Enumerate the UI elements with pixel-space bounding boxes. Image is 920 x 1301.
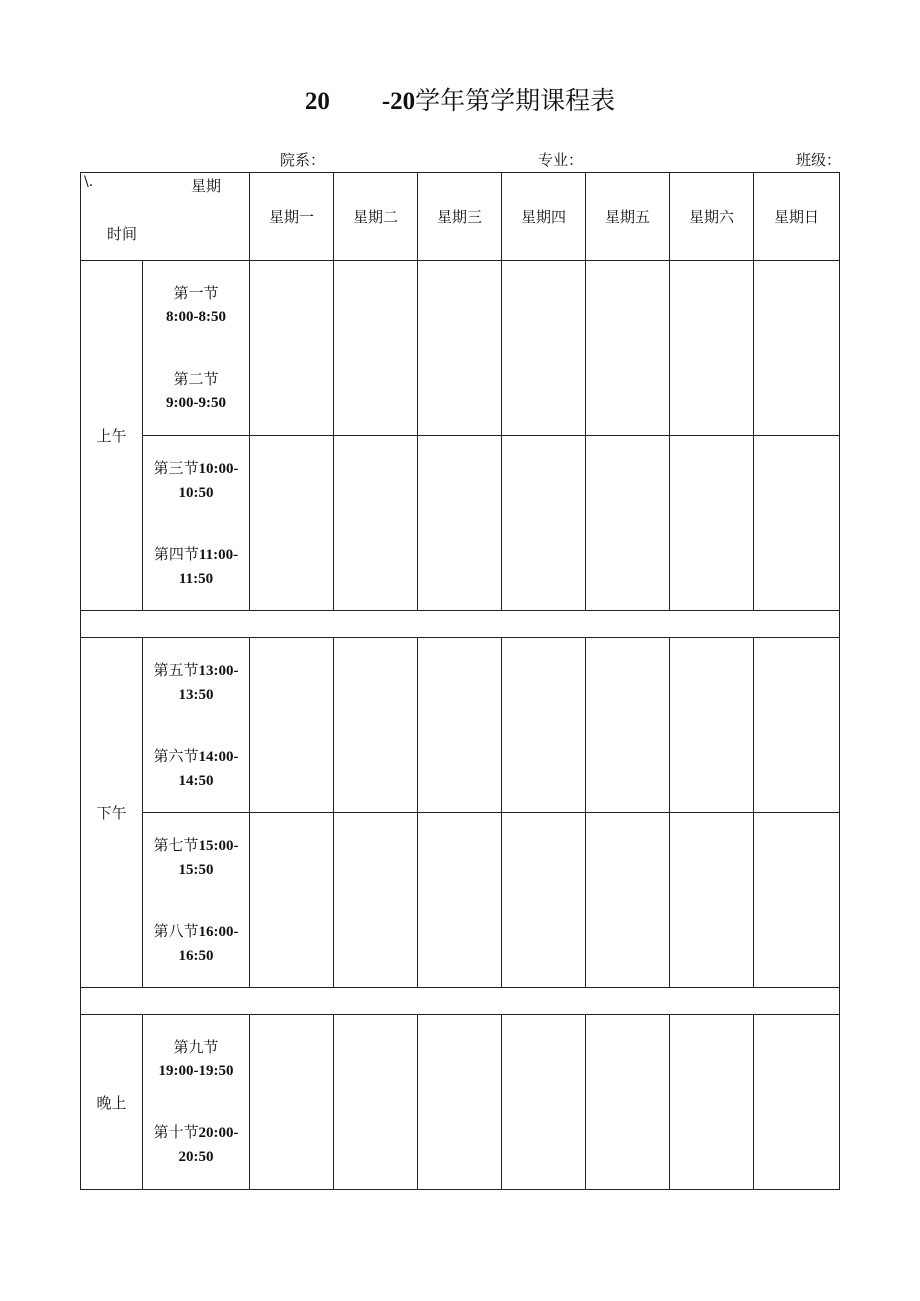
course-cell[interactable] <box>250 1015 334 1190</box>
course-cell[interactable] <box>250 261 334 436</box>
day-header-sat: 星期六 <box>670 173 754 261</box>
course-cell[interactable] <box>502 638 586 813</box>
course-cell[interactable] <box>754 638 840 813</box>
slot-name: 第五节 <box>153 660 199 679</box>
time-axis-label: 时间 <box>107 225 138 243</box>
course-cell[interactable] <box>418 638 502 813</box>
title-year-end: -20 <box>381 88 416 115</box>
diagonal-header-cell <box>81 173 250 261</box>
slot-time: 10:00- <box>198 460 239 477</box>
course-cell[interactable] <box>418 261 502 436</box>
course-cell[interactable] <box>334 638 418 813</box>
diagonal-mark: \. <box>84 174 94 190</box>
slot-time: 15:00- <box>198 837 239 854</box>
course-cell[interactable] <box>586 1015 670 1190</box>
course-cell[interactable] <box>334 261 418 436</box>
slot-cell <box>143 813 250 988</box>
course-cell[interactable] <box>586 638 670 813</box>
table-row <box>81 813 840 988</box>
period-label-morning: 上午 <box>81 261 143 611</box>
course-cell[interactable] <box>502 813 586 988</box>
class-label: 班级： <box>796 151 842 169</box>
course-cell[interactable] <box>670 261 754 436</box>
day-header-fri: 星期五 <box>586 173 670 261</box>
slot-cell <box>143 436 250 611</box>
break-row <box>81 611 840 638</box>
slot-name: 第二节 <box>173 370 219 388</box>
slot-time: 8:00-8:50 <box>166 309 226 325</box>
course-cell[interactable] <box>334 1015 418 1190</box>
title-text: 学年第学期课程表 <box>415 86 616 115</box>
day-header-thu: 星期四 <box>502 173 586 261</box>
slot-name: 第一节 <box>173 284 219 302</box>
course-cell[interactable] <box>754 261 840 436</box>
day-header-sun: 星期日 <box>754 173 840 261</box>
course-cell[interactable] <box>754 436 840 611</box>
department-label: 院系： <box>280 151 326 169</box>
title-year-start: 20 <box>304 88 330 115</box>
slot-time: 13:00- <box>198 662 239 679</box>
course-cell[interactable] <box>502 436 586 611</box>
slot-name: 第六节 <box>153 746 199 765</box>
course-cell[interactable] <box>250 638 334 813</box>
table-row <box>81 638 840 813</box>
course-cell[interactable] <box>418 813 502 988</box>
slot-name: 第七节 <box>153 835 199 854</box>
slot-time-end: 20:50 <box>178 1149 214 1166</box>
table-row <box>81 1015 840 1190</box>
course-cell[interactable] <box>754 813 840 988</box>
table-row <box>81 436 840 611</box>
slot-time-end: 14:50 <box>178 772 214 789</box>
slot-name: 第九节 <box>173 1037 219 1056</box>
slot-cell <box>143 638 250 813</box>
course-cell[interactable] <box>418 436 502 611</box>
course-cell[interactable] <box>670 436 754 611</box>
break-cell <box>81 611 840 638</box>
slot-name: 第八节 <box>153 921 199 940</box>
table-row <box>81 261 840 436</box>
slot-time: 11:00- <box>198 546 239 563</box>
course-cell[interactable] <box>502 1015 586 1190</box>
course-cell[interactable] <box>334 436 418 611</box>
weekday-axis-label: 星期 <box>190 177 221 195</box>
slot-time: 14:00- <box>198 748 239 765</box>
schedule-table <box>80 172 840 1190</box>
day-header-tue: 星期二 <box>334 173 418 261</box>
course-cell[interactable] <box>586 813 670 988</box>
day-header-mon: 星期一 <box>250 173 334 261</box>
slot-time-end: 11:50 <box>178 570 214 587</box>
course-cell[interactable] <box>586 261 670 436</box>
page-title <box>0 84 920 119</box>
slot-time: 19:00-19:50 <box>158 1062 234 1079</box>
course-cell[interactable] <box>334 813 418 988</box>
period-label-evening: 晚上 <box>81 1015 143 1190</box>
slot-name: 第四节 <box>153 544 199 563</box>
slot-time: 16:00- <box>198 923 239 940</box>
slot-time-end: 15:50 <box>178 861 214 878</box>
slot-name: 第十节 <box>153 1123 199 1142</box>
course-cell[interactable] <box>670 1015 754 1190</box>
header-row <box>81 173 840 261</box>
course-cell[interactable] <box>754 1015 840 1190</box>
course-cell[interactable] <box>250 436 334 611</box>
course-cell[interactable] <box>502 261 586 436</box>
slot-time: 20:00- <box>198 1125 239 1142</box>
course-cell[interactable] <box>586 436 670 611</box>
slot-time-end: 10:50 <box>178 484 214 501</box>
break-row <box>81 988 840 1015</box>
slot-time: 9:00-9:50 <box>166 395 226 411</box>
slot-name: 第三节 <box>153 458 199 477</box>
slot-cell <box>143 1015 250 1190</box>
period-label-afternoon: 下午 <box>81 638 143 988</box>
major-label: 专业： <box>538 151 584 169</box>
slot-cell <box>143 261 250 436</box>
course-cell[interactable] <box>670 813 754 988</box>
slot-time-end: 16:50 <box>178 947 214 964</box>
day-header-wed: 星期三 <box>418 173 502 261</box>
course-cell[interactable] <box>418 1015 502 1190</box>
break-cell <box>81 988 840 1015</box>
course-cell[interactable] <box>250 813 334 988</box>
slot-time-end: 13:50 <box>178 686 214 703</box>
course-cell[interactable] <box>670 638 754 813</box>
